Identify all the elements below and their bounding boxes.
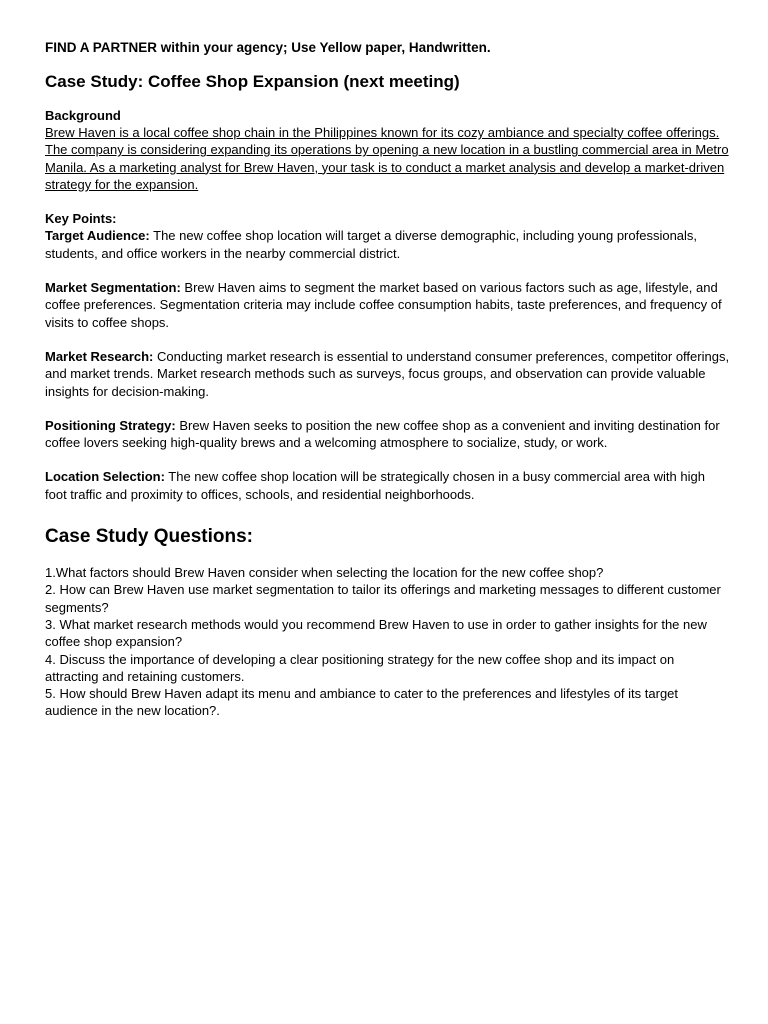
key-point-label: Market Research: xyxy=(45,348,154,364)
key-point-label: Positioning Strategy: xyxy=(45,417,176,433)
key-point-text: The new coffee shop location will be strategically chosen in a busy commercial area with high foot traffic and proximity to offices, schools, and residential neighborhoods. xyxy=(45,469,705,502)
key-point-text: Brew Haven seeks to position the new coffee shop as a convenient and inviting destination for coffee lovers seeking high-quality brews and a welcoming atmosphere to socialize, study, or work. xyxy=(45,417,720,451)
key-point-label: Location Selection: xyxy=(45,469,165,485)
page-title: Case Study: Coffee Shop Expansion (next meeting) xyxy=(45,72,460,91)
key-point-text: Conducting market research is essential to understand consumer preferences, competitor offerings, and market trends. Market research methods such as surveys, focus groups, and observation can provide valuable insights for decision-making. xyxy=(45,348,730,399)
key-points-heading: Key Points: xyxy=(45,211,117,227)
questions-heading: Case Study Questions: xyxy=(45,526,253,548)
key-point-label: Market Segmentation: xyxy=(45,280,181,296)
key-point-positioning-strategy xyxy=(45,417,730,452)
instruction-line: FIND A PARTNER within your agency; Use Yellow paper, Handwritten. xyxy=(45,40,491,55)
key-point-market-segmentation xyxy=(45,279,730,331)
key-point-market-research xyxy=(45,348,730,400)
key-point-location-selection xyxy=(45,468,730,503)
background-text: Brew Haven is a local coffee shop chain in the Philippines known for its cozy ambiance and specialty coffee offerings. The company is considering expanding its operations by opening a new location in a bustling commercial area in Metro Manila. As a marketing analyst for Brew Haven, your task is to conduct a market analysis and develop a market-driven strategy for the expansion. xyxy=(45,125,729,192)
key-point-text: The new coffee shop location will target a diverse demographic, including young professionals, students, and office workers in the nearby commercial district. xyxy=(45,228,698,261)
background-heading: Background xyxy=(45,108,121,123)
questions-section xyxy=(45,524,730,720)
question-item: 1.What factors should Brew Haven consider when selecting the location for the new coffee shop? xyxy=(45,565,604,581)
question-item: 4. Discuss the importance of developing a clear positioning strategy for the new coffee shop and its impact on attracting and retaining customers. xyxy=(45,651,675,684)
key-point-label: Target Audience: xyxy=(45,228,150,244)
question-item: 3. What market research methods would you recommend Brew Haven to use in order to gather insights for the new coffee shop expansion? xyxy=(45,616,707,650)
background-section xyxy=(45,107,730,193)
document-page xyxy=(45,38,730,720)
key-point-target-audience xyxy=(45,227,730,262)
key-point-text: Brew Haven aims to segment the market based on various factors such as age, lifestyle, and coffee preferences. Segmentation criteria may include coffee consumption habits, taste preferences, and frequency of visits to coffee shops. xyxy=(45,280,722,330)
question-item: 5. How should Brew Haven adapt its menu and ambiance to cater to the preferences and lifestyles of its target audience in the new location?. xyxy=(45,686,679,719)
key-points-section xyxy=(45,210,730,503)
questions-list xyxy=(45,564,730,720)
question-item: 2. How can Brew Haven use market segmentation to tailor its offerings and marketing messages to different customer segments? xyxy=(45,582,721,615)
